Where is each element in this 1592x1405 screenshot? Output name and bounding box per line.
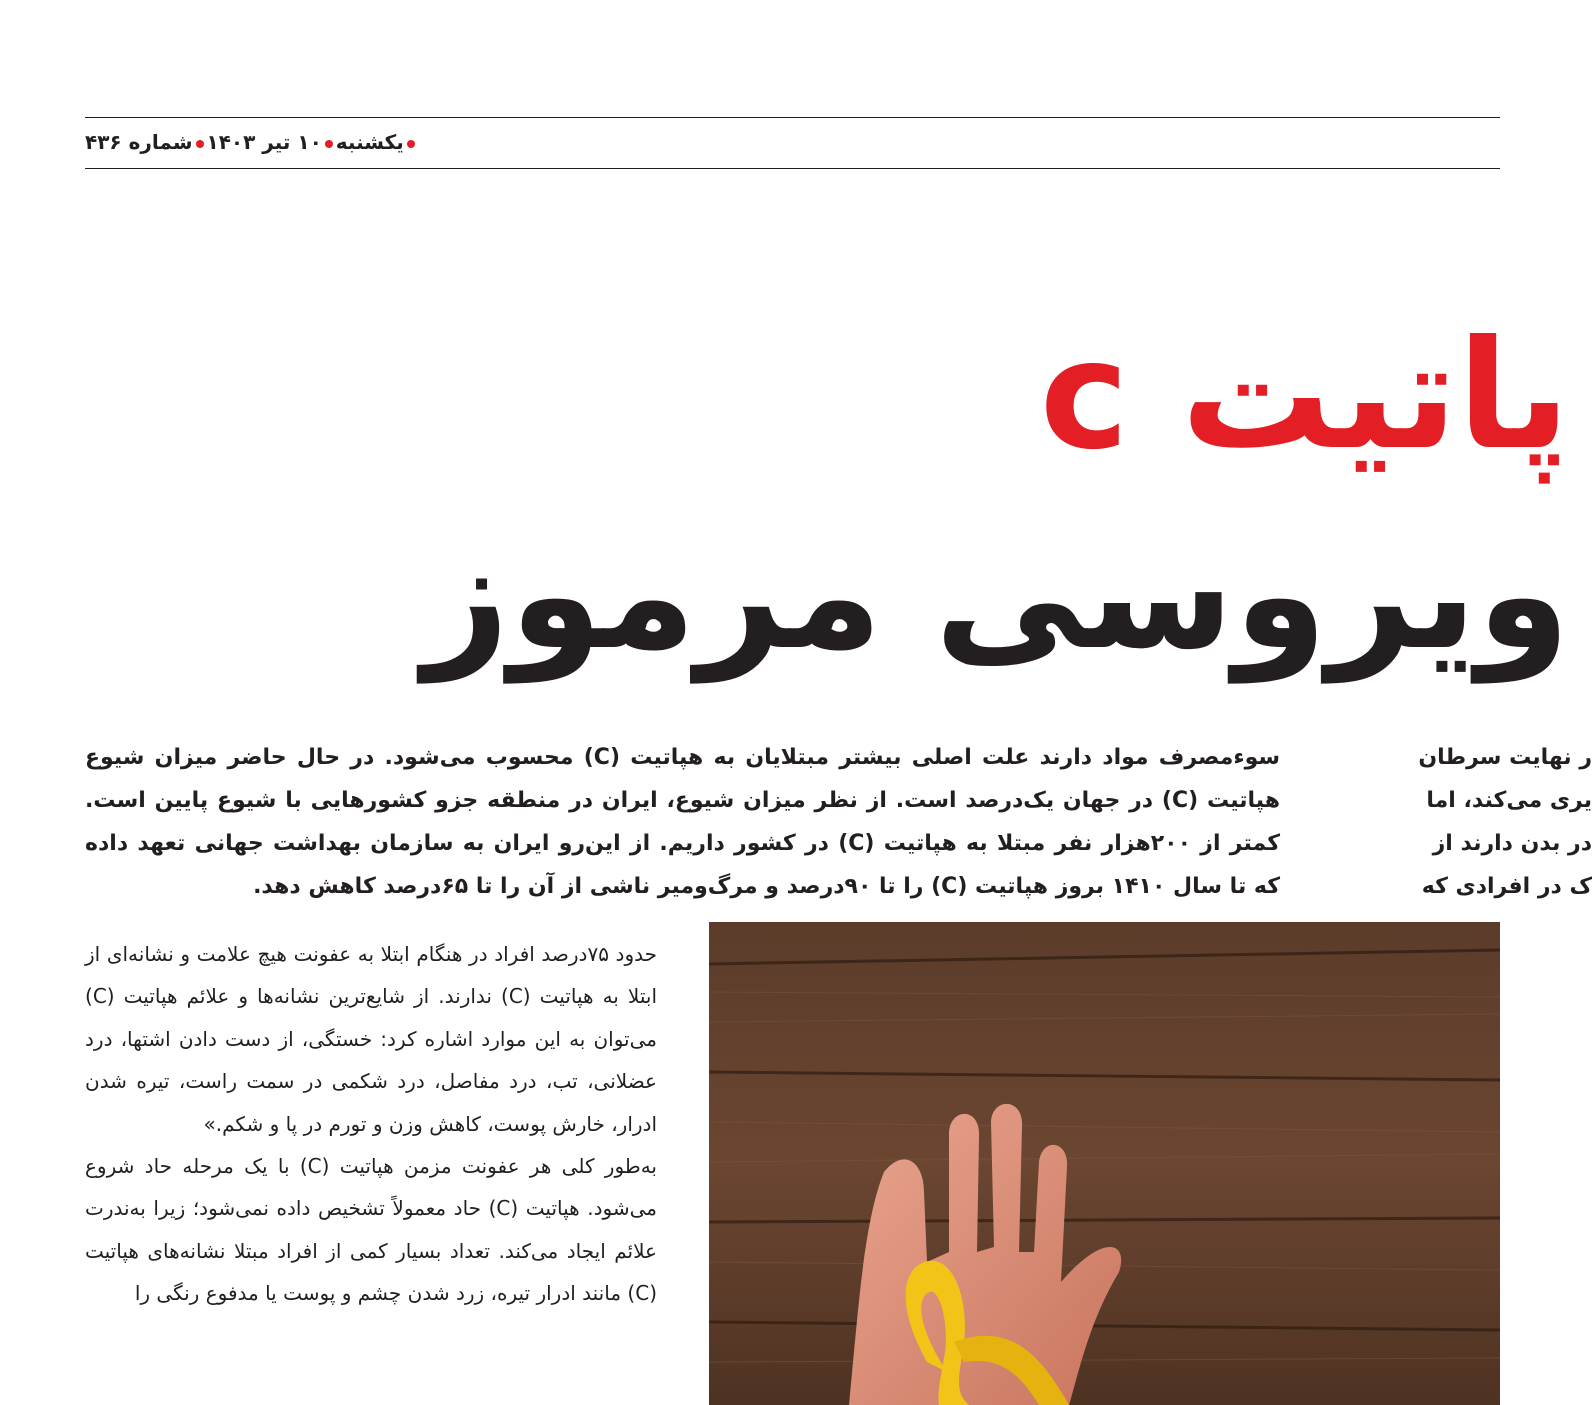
bottom-rule	[85, 168, 1500, 169]
headline-word: پاتیت	[1181, 309, 1570, 483]
masthead-day: یکشنبه	[335, 130, 404, 154]
side-column	[1332, 736, 1592, 908]
article-photo	[709, 922, 1500, 1405]
body-paragraph: به‌طور کلی هر عفونت مزمن هپاتیت (C) با یک مرحله حاد شروع می‌شود. هپاتیت (C) حاد معمولاً تشخیص داده نمی‌شود؛ زیرا به‌ندرت علائم ایجاد می‌کند. تعداد بسیار کمی از افراد مبتلا نشانه‌های هپاتیت (C) مانند ادرار تیره، زرد شدن چشم و پوست یا مدفوع رنگی را	[85, 1154, 658, 1306]
bullet-dot	[196, 140, 204, 148]
headline-line-2	[423, 496, 1570, 696]
headline-subtitle: ویروسی مرموز	[422, 509, 1570, 683]
headline-line-1	[1020, 296, 1570, 496]
side-column-line: ک در افرادی که	[1421, 874, 1592, 899]
masthead-date: ۱۰ تیر ۱۴۰۳	[206, 130, 322, 154]
side-column-line: در بدن دارند از	[1432, 831, 1592, 856]
top-rule	[85, 117, 1500, 118]
body-paragraph: حدود ۷۵درصد افراد در هنگام ابتلا به عفونت هیچ علامت و نشانه‌ای از ابتلا به هپاتیت (C) ندارند. از شایع‌ترین نشانه‌ها و علائم هپاتیت (C) می‌توان به این موارد اشاره کرد: خستگی، از دست دادن اشتها، درد عضلانی، تب، درد مفاصل، درد شکمی در سمت راست، تیره شدن ادرار، خارش پوست، کاهش وزن و تورم در پا و شکم.»	[85, 942, 657, 1136]
side-column-line: یری می‌کند، اما	[1426, 788, 1592, 813]
lead-paragraph: سوءمصرف مواد دارند علت اصلی بیشتر مبتلایان به هپاتیت (C) محسوب می‌شود. در حال حاضر میزان شیوع هپاتیت (C) در جهان یک‌درصد است. از نظر میزان شیوع، ایران در منطقه جزو کشورهایی با شیوع پایین است. کمتر از ۲۰۰هزار نفر مبتلا به هپاتیت (C) در کشور داریم. از این‌رو ایران به سازمان بهداشت جهانی تعهد داده که تا سال ۱۴۱۰ بروز هپاتیت (C) را تا ۹۰درصد و مرگ‌ومیر ناشی از آن را تا ۶۵درصد کاهش دهد.	[85, 745, 1281, 899]
hand-ribbon-image	[709, 922, 1500, 1405]
bullet-dot	[407, 140, 415, 148]
body-column	[85, 933, 657, 1315]
masthead-dateline	[85, 128, 418, 156]
headline-latin-letter: c	[1039, 309, 1129, 483]
masthead-issue: شماره ۴۳۶	[85, 130, 193, 154]
bullet-dot	[325, 140, 333, 148]
side-column-line: ر نهایت سرطان	[1418, 745, 1592, 770]
